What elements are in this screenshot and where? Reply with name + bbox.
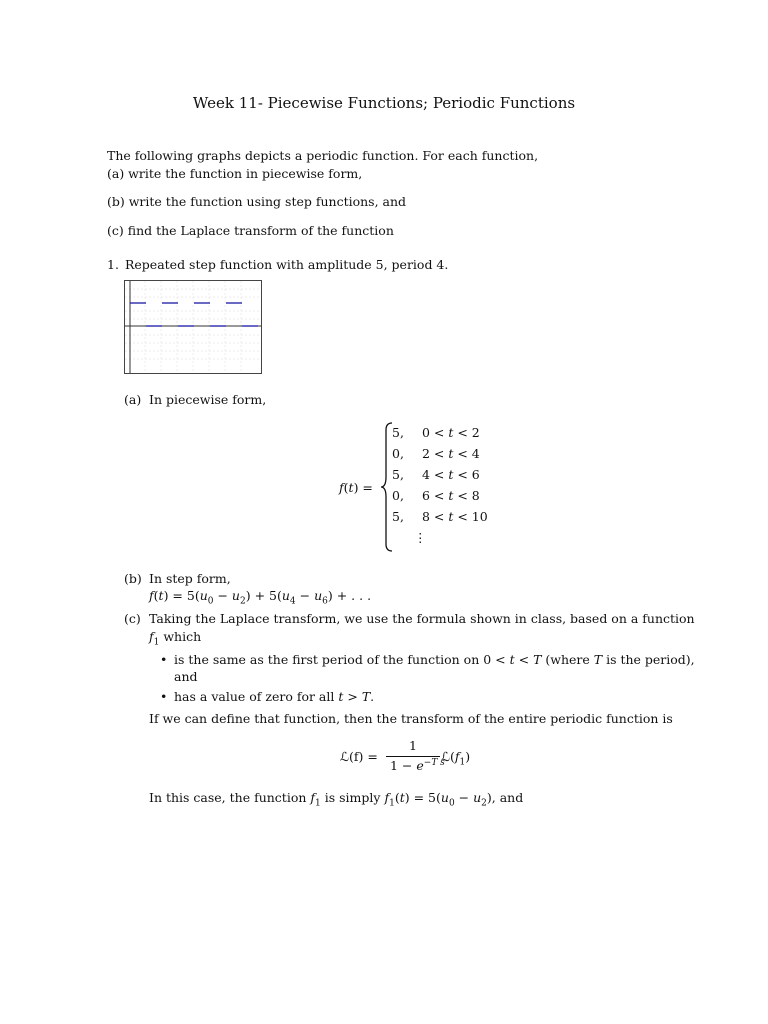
part-b-label: (b) bbox=[124, 571, 142, 586]
laplace-lhs: ℒ(f) = bbox=[340, 749, 378, 764]
intro-item-a: (a) write the function in piecewise form, bbox=[107, 166, 363, 181]
intro-item-c: (c) find the Laplace transform of the function bbox=[107, 223, 394, 238]
laplace-rhs: $ℒ(f_1)$ bbox=[441, 749, 471, 768]
intro-line: The following graphs depicts a periodic function. For each function, bbox=[107, 148, 539, 163]
case-row: 5, 4 < t < 6 bbox=[392, 467, 480, 482]
piecewise-lhs: f(t) = bbox=[339, 480, 373, 495]
step-form-formula: $f(t) = 5(u_0 - u_2) + 5(u_4 - u_6)$ + . . . bbox=[149, 588, 372, 607]
problem-number: 1. bbox=[107, 257, 119, 272]
part-c-line1: Taking the Laplace transform, we use the formula shown in class, based on a function bbox=[149, 611, 695, 626]
frac-bar bbox=[386, 756, 440, 757]
part-c-line2: $f_1$ which bbox=[149, 629, 202, 648]
define-sentence: If we can define that function, then the transform of the entire periodic function is bbox=[149, 711, 673, 726]
bullet-icon: • bbox=[160, 689, 168, 704]
part-a-text: In piecewise form, bbox=[149, 392, 267, 407]
bullet-1-cont: and bbox=[174, 669, 198, 684]
intro-item-b: (b) write the function using step functions, and bbox=[107, 194, 407, 209]
page-title: Week 11- Piecewise Functions; Periodic Functions bbox=[192, 94, 576, 112]
case-row: 0, 2 < t < 4 bbox=[392, 446, 480, 461]
left-brace bbox=[380, 422, 394, 552]
bullet-1: is the same as the first period of the function on 0 < t < T (where T is the period), bbox=[174, 652, 695, 667]
case-row: 0, 6 < t < 8 bbox=[392, 488, 480, 503]
part-a-label: (a) bbox=[124, 392, 142, 407]
graph-svg bbox=[125, 281, 261, 373]
bullet-icon: • bbox=[160, 652, 168, 667]
bullet-2: has a value of zero for all t > T. bbox=[174, 689, 375, 704]
vertical-ellipsis: ⋮ bbox=[414, 530, 427, 545]
part-b-text: In step form, bbox=[149, 571, 231, 586]
part-c-label: (c) bbox=[124, 611, 141, 626]
case-row: 5, 8 < t < 10 bbox=[392, 509, 488, 524]
step-function-graph bbox=[124, 280, 262, 374]
problem-text: Repeated step function with amplitude 5, period 4. bbox=[125, 257, 449, 272]
final-line: In this case, the function $f_1$ is simply $f_1(t) = 5(u_0 - u_2)$, and bbox=[149, 790, 524, 809]
frac-denominator: $1 - e^{-T s}$ bbox=[390, 758, 445, 774]
case-row: 5, 0 < t < 2 bbox=[392, 425, 480, 440]
frac-numerator: 1 bbox=[409, 738, 417, 753]
